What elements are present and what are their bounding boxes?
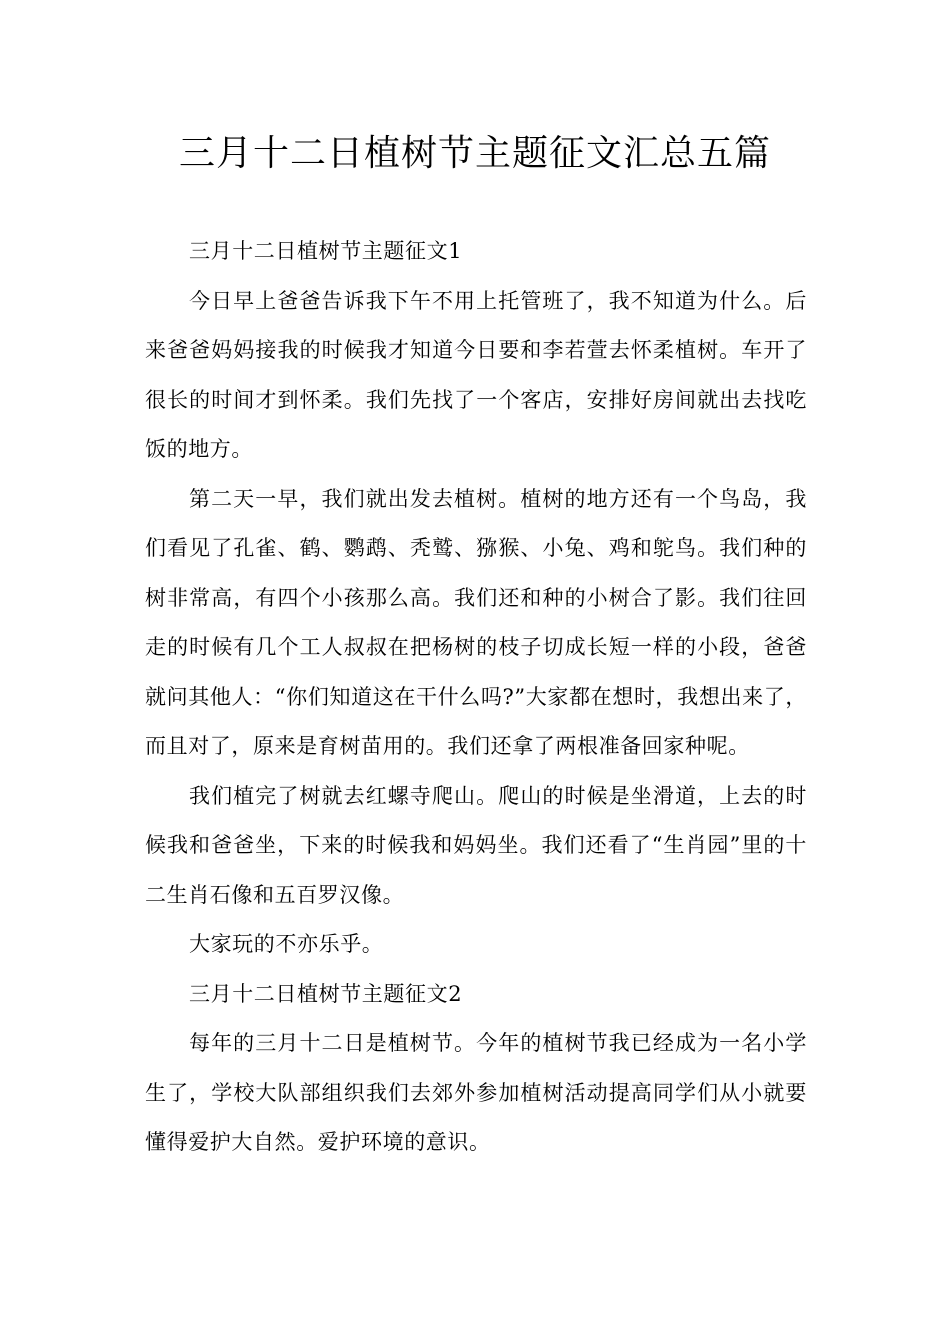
body-paragraph: 大家玩的不亦乐乎。 [189,932,384,956]
body-paragraph: 每年的三月十二日是植树节。今年的植树节我已经成为一名小学生了，学校大队部组织我们去郊外参加植树活动提高同学们从小就要懂得爱护大自然。爱护环境的意识。 [145,1031,807,1154]
body-paragraph: 我们植完了树就去红螺寺爬山。爬山的时候是坐滑道，上去的时候我和爸爸坐，下来的时候我和妈妈坐。我们还看了“生肖园”里的十二生肖石像和五百罗汉像。 [145,783,807,907]
essay-heading-1: 三月十二日植树节主题征文1 [189,239,463,263]
document-body [145,227,807,1168]
body-paragraph: 第二天一早，我们就出发去植树。植树的地方还有一个鸟岛，我们看见了孔雀、鹤、鹦鹉、秃鹫、猕猴、小兔、鸡和鸵鸟。我们种的树非常高，有四个小孩那么高。我们还和种的小树合了影。我们往回走的时候有几个工人叔叔在把杨树的枝子切成长短一样的小段，爸爸就问其他人：“你们知道这在干什么吗?”大家都在想时，我想出来了，而且对了，原来是育树苗用的。我们还拿了两根准备回家种呢。 [145,486,807,758]
essay-heading-2: 三月十二日植树节主题征文2 [189,981,463,1006]
body-paragraph: 今日早上爸爸告诉我下午不用上托管班了，我不知道为什么。后来爸爸妈妈接我的时候我才知道今日要和李若萱去怀柔植树。车开了很长的时间才到怀柔。我们先找了一个客店，安排好房间就出去找吃饭的地方。 [145,288,807,461]
document-title: 三月十二日植树节主题征文汇总五篇 [178,133,771,174]
